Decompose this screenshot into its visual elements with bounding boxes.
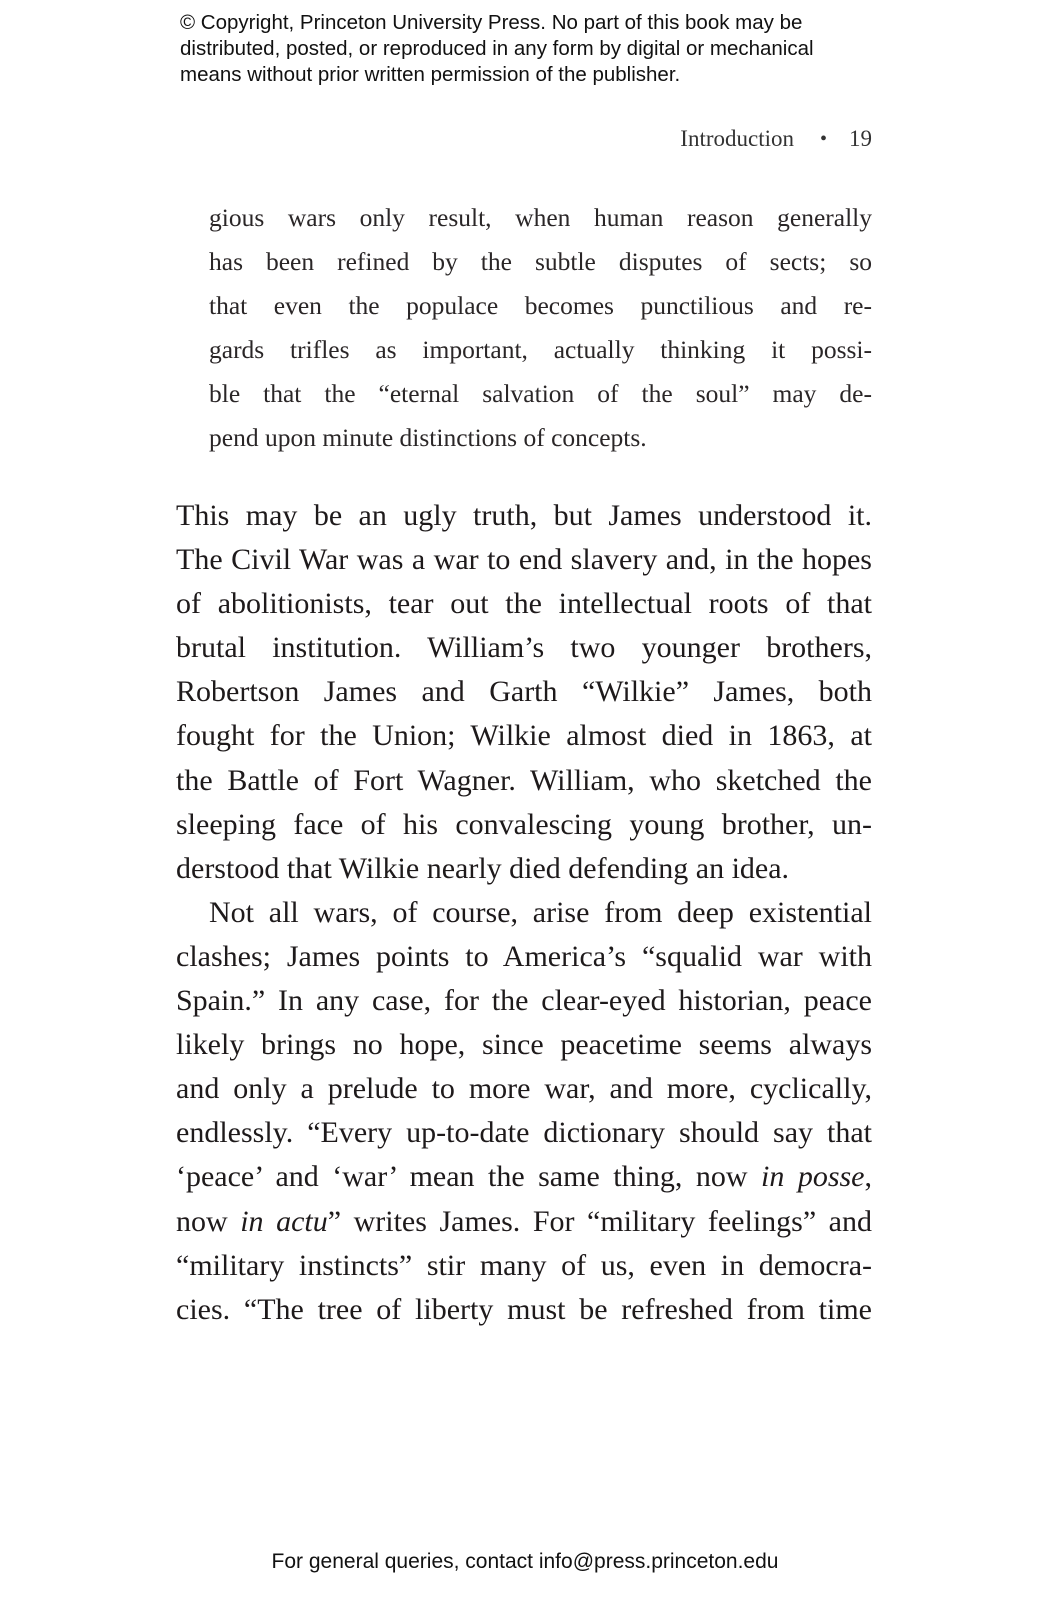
paragraph-1-line: derstood that Wilkie nearly died defending an idea. (176, 851, 790, 885)
paragraph-2-line: Spain.” In any case, for the clear-eyed historian, peace (176, 984, 872, 1018)
bullet-separator: • (819, 128, 827, 150)
italic-phrase: in posse (761, 1160, 865, 1194)
block-quote-line: has been refined by the subtle disputes of sects; so (209, 247, 872, 276)
paragraph-1-line: Robertson James and Garth “Wilkie” James, both (176, 675, 872, 709)
paragraph-2-line: endlessly. “Every up-to-date dictionary should say that (176, 1116, 872, 1150)
text-run: ” writes James. For “military feelings” and (327, 1204, 872, 1238)
paragraph-2-line (176, 1155, 872, 1199)
copyright-line: © Copyright, Princeton University Press. No part of this book may be (180, 11, 803, 34)
copyright-line: distributed, posted, or reproduced in any form by digital or mechanical (180, 37, 814, 60)
paragraph-1-line: The Civil War was a war to end slavery and, in the hopes (176, 543, 872, 577)
body-text (176, 494, 872, 1332)
paragraph-2-line: and only a prelude to more war, and more, cyclically, (176, 1072, 872, 1106)
block-quote (209, 196, 872, 460)
paragraph-2-line: Not all wars, of course, arise from deep existential (209, 895, 872, 929)
text-run: , (864, 1160, 873, 1194)
paragraph-1-line: sleeping face of his convalescing young brother, un- (176, 807, 872, 841)
paragraph-1-line: brutal institution. William’s two younger brothers, (176, 631, 872, 665)
copyright-notice (180, 10, 900, 88)
italic-phrase: in actu (240, 1204, 328, 1238)
running-head-section: Introduction (680, 126, 794, 151)
footer-contact: For general queries, contact info@press.princeton.edu (271, 1550, 779, 1573)
text-run: ‘peace’ and ‘war’ mean the same thing, now (176, 1160, 762, 1194)
paragraph-2-line: “military instincts” stir many of us, even in democra- (176, 1248, 872, 1282)
text-run: now (176, 1204, 241, 1238)
paragraph-2-line: likely brings no hope, since peacetime seems always (176, 1028, 872, 1062)
paragraph-1-line: This may be an ugly truth, but James understood it. (176, 499, 872, 532)
block-quote-line: that even the populace becomes punctilious and re- (209, 291, 872, 320)
page-number: 19 (849, 126, 872, 151)
copyright-line: means without prior written permission of the publisher. (180, 63, 681, 86)
paragraph-2-line (176, 1200, 872, 1244)
paragraph-1-line: fought for the Union; Wilkie almost died in 1863, at (176, 719, 872, 753)
running-head (680, 124, 872, 154)
block-quote-line: gious wars only result, when human reason generally (209, 203, 872, 232)
block-quote-line: ble that the “eternal salvation of the soul” may de- (209, 379, 872, 408)
paragraph-2-line: cies. “The tree of liberty must be refreshed from time (176, 1292, 872, 1326)
paragraph-2-line: clashes; James points to America’s “squalid war with (176, 939, 872, 973)
block-quote-line: gards trifles as important, actually thinking it possi- (209, 335, 872, 364)
paragraph-1-line: of abolitionists, tear out the intellectual roots of that (176, 587, 872, 621)
block-quote-line: pend upon minute distinctions of concepts. (209, 423, 647, 452)
paragraph-1-line: the Battle of Fort Wagner. William, who sketched the (176, 763, 872, 797)
